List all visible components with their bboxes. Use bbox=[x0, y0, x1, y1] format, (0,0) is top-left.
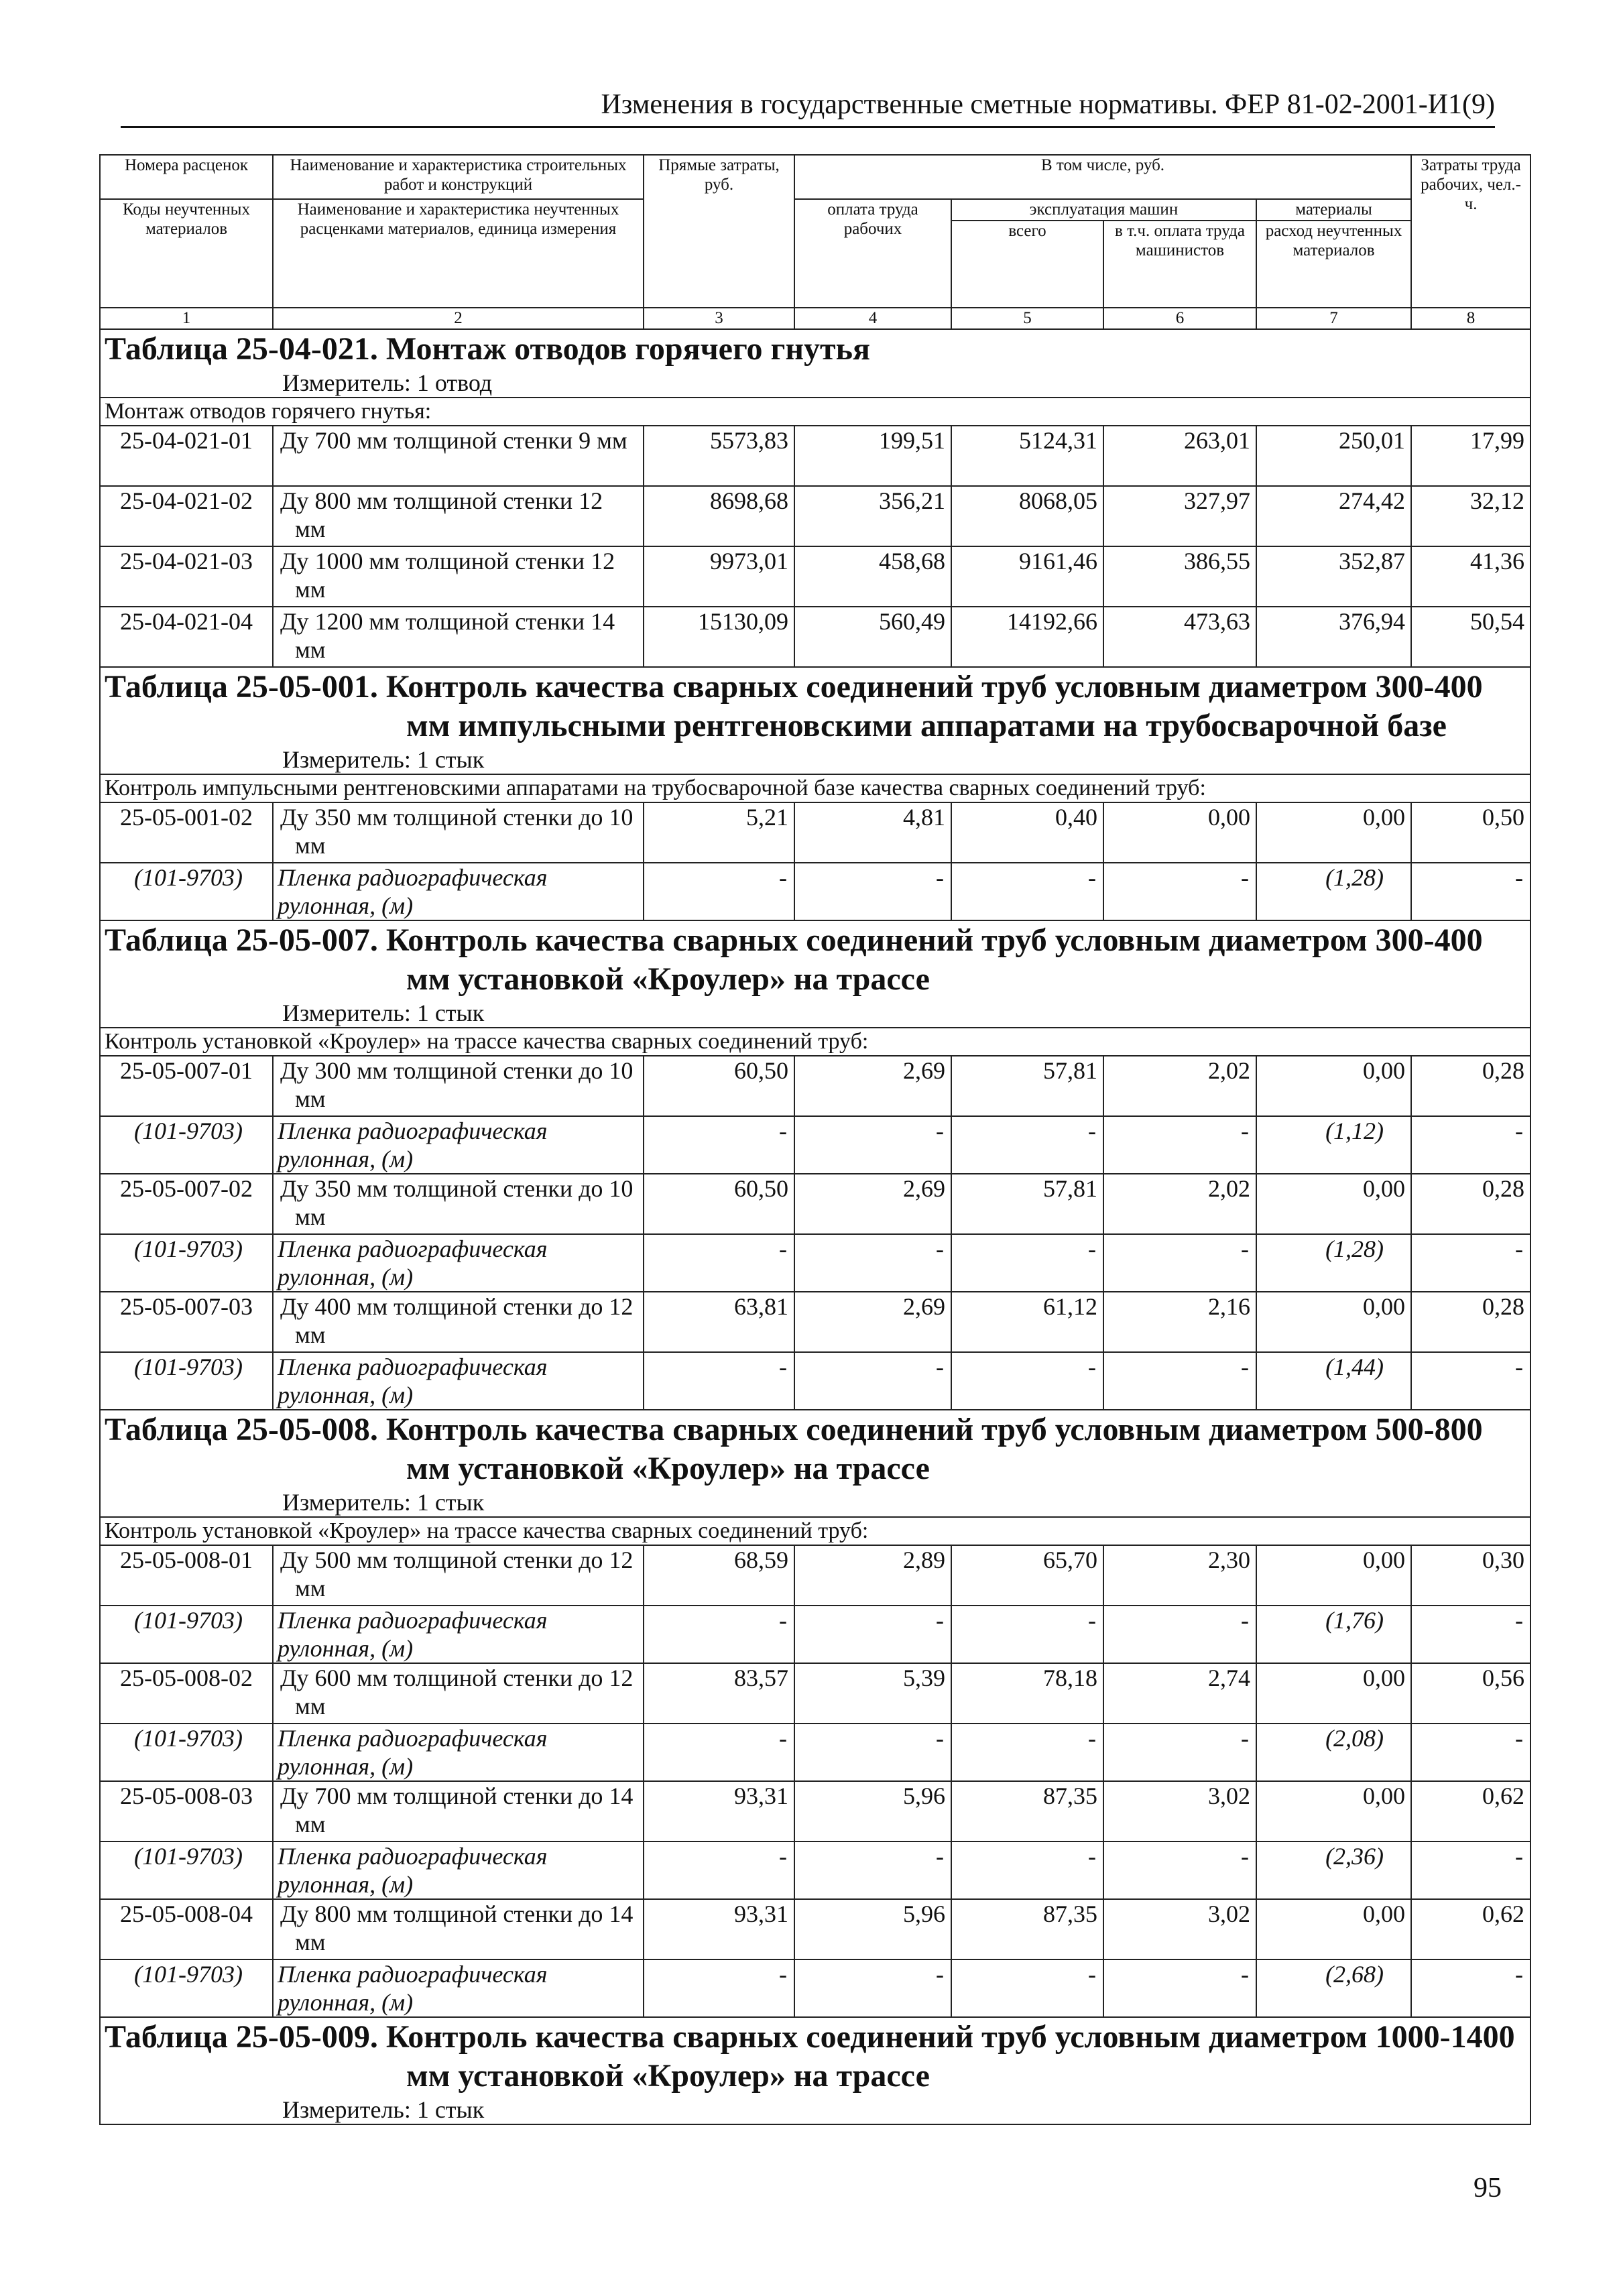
rate-code: 25-05-007-01 bbox=[100, 1056, 273, 1116]
table-row bbox=[100, 1781, 1530, 1841]
labor-hours: 41,36 bbox=[1411, 546, 1530, 607]
material-code: (101-9703) bbox=[100, 1234, 273, 1292]
section-row bbox=[100, 1517, 1530, 1545]
material-name: Пленка радиографическая рулонная, (м) bbox=[273, 1352, 644, 1410]
empty-dash: - bbox=[794, 1234, 951, 1292]
empty-dash: - bbox=[1103, 1959, 1256, 2017]
table-title-row bbox=[100, 2017, 1530, 2124]
rate-name: Ду 350 мм толщиной стенки до 10 мм bbox=[273, 1174, 644, 1234]
table-number: Таблица 25-05-007. bbox=[105, 922, 378, 958]
direct-cost: 93,31 bbox=[644, 1899, 794, 1959]
direct-cost: 60,50 bbox=[644, 1056, 794, 1116]
empty-dash: - bbox=[794, 1606, 951, 1663]
machine-cost: 57,81 bbox=[951, 1174, 1103, 1234]
material-row bbox=[100, 1724, 1530, 1781]
material-cost: 0,00 bbox=[1256, 1056, 1411, 1116]
table-row bbox=[100, 802, 1530, 863]
worker-wage: 2,69 bbox=[794, 1056, 951, 1116]
rate-code: 25-05-007-03 bbox=[100, 1292, 273, 1352]
labor-hours: 0,28 bbox=[1411, 1292, 1530, 1352]
worker-wage: 5,96 bbox=[794, 1781, 951, 1841]
table-meter: Измеритель: 1 стык bbox=[282, 746, 485, 773]
rate-name: Ду 800 мм толщиной стенки 12 мм bbox=[273, 486, 644, 546]
material-name: Пленка радиографическая рулонная, (м) bbox=[273, 1116, 644, 1174]
material-cost: 0,00 bbox=[1256, 1292, 1411, 1352]
empty-dash: - bbox=[1411, 1841, 1530, 1899]
material-cost: 352,87 bbox=[1256, 546, 1411, 607]
material-quantity: (2,36) bbox=[1256, 1841, 1411, 1899]
column-number: 2 bbox=[273, 308, 644, 329]
header-row bbox=[100, 155, 1530, 199]
material-row bbox=[100, 1352, 1530, 1410]
material-row bbox=[100, 1116, 1530, 1174]
direct-cost: 68,59 bbox=[644, 1545, 794, 1606]
material-code: (101-9703) bbox=[100, 1116, 273, 1174]
table-row bbox=[100, 1663, 1530, 1724]
rate-code: 25-05-008-01 bbox=[100, 1545, 273, 1606]
table-number: Таблица 25-04-021. bbox=[105, 331, 378, 367]
material-cost: 0,00 bbox=[1256, 1174, 1411, 1234]
labor-hours: 0,50 bbox=[1411, 802, 1530, 863]
direct-cost: 15130,09 bbox=[644, 607, 794, 667]
col2-top-header: Наименование и характеристика строительных работ и конструкций bbox=[273, 155, 644, 199]
table-row bbox=[100, 1899, 1530, 1959]
empty-dash: - bbox=[794, 1116, 951, 1174]
section-row bbox=[100, 1028, 1530, 1056]
column-number: 4 bbox=[794, 308, 951, 329]
worker-wage: 2,89 bbox=[794, 1545, 951, 1606]
table-row bbox=[100, 486, 1530, 546]
table-row bbox=[100, 426, 1530, 486]
worker-wage: 2,69 bbox=[794, 1292, 951, 1352]
empty-dash: - bbox=[644, 1724, 794, 1781]
labor-hours: 0,62 bbox=[1411, 1899, 1530, 1959]
worker-wage: 458,68 bbox=[794, 546, 951, 607]
material-row bbox=[100, 1841, 1530, 1899]
table-title-cell bbox=[100, 667, 1530, 774]
column-number: 1 bbox=[100, 308, 273, 329]
empty-dash: - bbox=[1411, 1606, 1530, 1663]
rate-code: 25-05-001-02 bbox=[100, 802, 273, 863]
direct-cost: 8698,68 bbox=[644, 486, 794, 546]
table-meter: Измеритель: 1 стык bbox=[282, 1489, 485, 1516]
rate-code: 25-05-007-02 bbox=[100, 1174, 273, 1234]
material-cost: 274,42 bbox=[1256, 486, 1411, 546]
material-code: (101-9703) bbox=[100, 1606, 273, 1663]
labor-hours: 0,56 bbox=[1411, 1663, 1530, 1724]
rate-code: 25-05-008-03 bbox=[100, 1781, 273, 1841]
norms-table bbox=[99, 154, 1531, 2125]
col1-top-header: Номера расценок bbox=[100, 155, 273, 199]
empty-dash: - bbox=[1103, 1724, 1256, 1781]
section-row bbox=[100, 774, 1530, 802]
material-quantity: (1,12) bbox=[1256, 1116, 1411, 1174]
column-number-row bbox=[100, 308, 1530, 329]
table-name: Контроль качества сварных соединений труб условным диаметром 300-400 мм установкой «Кроулер» на трассе bbox=[385, 922, 1483, 997]
material-code: (101-9703) bbox=[100, 1959, 273, 2017]
rate-code: 25-04-021-02 bbox=[100, 486, 273, 546]
empty-dash: - bbox=[1411, 1959, 1530, 2017]
rate-name: Ду 400 мм толщиной стенки до 12 мм bbox=[273, 1292, 644, 1352]
header-row bbox=[100, 199, 1530, 221]
empty-dash: - bbox=[794, 1841, 951, 1899]
material-quantity: (1,28) bbox=[1256, 863, 1411, 920]
worker-wage: 199,51 bbox=[794, 426, 951, 486]
col8-header: Затраты труда рабочих, чел.-ч. bbox=[1411, 155, 1530, 308]
table-title-cell bbox=[100, 2017, 1530, 2124]
column-number: 3 bbox=[644, 308, 794, 329]
material-name: Пленка радиографическая рулонная, (м) bbox=[273, 1606, 644, 1663]
material-code: (101-9703) bbox=[100, 863, 273, 920]
column-number: 7 bbox=[1256, 308, 1411, 329]
table-number: Таблица 25-05-009. bbox=[105, 2019, 378, 2055]
running-header: Изменения в государственные сметные нормативы. ФЕР 81-02-2001-И1(9) bbox=[121, 87, 1495, 128]
empty-dash: - bbox=[1411, 863, 1530, 920]
material-code: (101-9703) bbox=[100, 1724, 273, 1781]
material-cost: 0,00 bbox=[1256, 802, 1411, 863]
rate-code: 25-05-008-04 bbox=[100, 1899, 273, 1959]
table-number: Таблица 25-05-001. bbox=[105, 669, 378, 705]
direct-cost: 60,50 bbox=[644, 1174, 794, 1234]
section-row bbox=[100, 398, 1530, 426]
empty-dash: - bbox=[644, 1116, 794, 1174]
material-name: Пленка радиографическая рулонная, (м) bbox=[273, 863, 644, 920]
direct-cost: 63,81 bbox=[644, 1292, 794, 1352]
column-number: 8 bbox=[1411, 308, 1530, 329]
worker-wage: 5,39 bbox=[794, 1663, 951, 1724]
material-quantity: (2,08) bbox=[1256, 1724, 1411, 1781]
empty-dash: - bbox=[1411, 1352, 1530, 1410]
empty-dash: - bbox=[1103, 1116, 1256, 1174]
machine-cost: 65,70 bbox=[951, 1545, 1103, 1606]
rate-name: Ду 700 мм толщиной стенки до 14 мм bbox=[273, 1781, 644, 1841]
material-row bbox=[100, 1234, 1530, 1292]
rate-name: Ду 500 мм толщиной стенки до 12 мм bbox=[273, 1545, 644, 1606]
direct-cost: 5,21 bbox=[644, 802, 794, 863]
table-title-cell bbox=[100, 920, 1530, 1028]
machinist-wage: 473,63 bbox=[1103, 607, 1256, 667]
material-name: Пленка радиографическая рулонная, (м) bbox=[273, 1724, 644, 1781]
table-row bbox=[100, 607, 1530, 667]
material-code: (101-9703) bbox=[100, 1352, 273, 1410]
table-title-cell bbox=[100, 329, 1530, 398]
rate-name: Ду 1200 мм толщиной стенки 14 мм bbox=[273, 607, 644, 667]
machinist-wage: 3,02 bbox=[1103, 1899, 1256, 1959]
worker-wage: 2,69 bbox=[794, 1174, 951, 1234]
table-title bbox=[105, 668, 1526, 745]
empty-dash: - bbox=[794, 1959, 951, 2017]
empty-dash: - bbox=[644, 1352, 794, 1410]
rate-name: Ду 350 мм толщиной стенки до 10 мм bbox=[273, 802, 644, 863]
worker-wage: 560,49 bbox=[794, 607, 951, 667]
table-title-row bbox=[100, 667, 1530, 774]
rate-name: Ду 700 мм толщиной стенки 9 мм bbox=[273, 426, 644, 486]
table-title bbox=[105, 921, 1526, 999]
col3-header: Прямые затраты, руб. bbox=[644, 155, 794, 308]
section-label: Контроль установкой «Кроулер» на трассе качества сварных соединений труб: bbox=[100, 1517, 1530, 1545]
table-row bbox=[100, 1056, 1530, 1116]
labor-hours: 0,28 bbox=[1411, 1056, 1530, 1116]
col1-bottom-header: Коды неучтенных материалов bbox=[100, 199, 273, 308]
empty-dash: - bbox=[951, 1841, 1103, 1899]
rate-name: Ду 800 мм толщиной стенки до 14 мм bbox=[273, 1899, 644, 1959]
table-name: Контроль качества сварных соединений труб условным диаметром 500-800 мм установкой «Кроулер» на трассе bbox=[385, 1412, 1483, 1486]
direct-cost: 83,57 bbox=[644, 1663, 794, 1724]
table-number: Таблица 25-05-008. bbox=[105, 1412, 378, 1447]
machine-cost: 78,18 bbox=[951, 1663, 1103, 1724]
table-title bbox=[105, 2018, 1526, 2096]
machine-cost: 5124,31 bbox=[951, 426, 1103, 486]
column-number: 6 bbox=[1103, 308, 1256, 329]
rate-code: 25-05-008-02 bbox=[100, 1663, 273, 1724]
material-code: (101-9703) bbox=[100, 1841, 273, 1899]
machine-cost: 57,81 bbox=[951, 1056, 1103, 1116]
rate-name: Ду 1000 мм толщиной стенки 12 мм bbox=[273, 546, 644, 607]
machinist-wage: 2,16 bbox=[1103, 1292, 1256, 1352]
table-title bbox=[105, 1410, 1526, 1488]
machinist-wage: 3,02 bbox=[1103, 1781, 1256, 1841]
empty-dash: - bbox=[951, 1724, 1103, 1781]
direct-cost: 9973,01 bbox=[644, 546, 794, 607]
machinist-wage: 327,97 bbox=[1103, 486, 1256, 546]
table-title-cell bbox=[100, 1410, 1530, 1517]
labor-hours: 50,54 bbox=[1411, 607, 1530, 667]
empty-dash: - bbox=[951, 863, 1103, 920]
empty-dash: - bbox=[1411, 1116, 1530, 1174]
empty-dash: - bbox=[951, 1234, 1103, 1292]
machinist-wage: 2,74 bbox=[1103, 1663, 1256, 1724]
empty-dash: - bbox=[794, 1352, 951, 1410]
table-row bbox=[100, 1545, 1530, 1606]
table-meter: Измеритель: 1 стык bbox=[282, 2096, 485, 2123]
empty-dash: - bbox=[1103, 863, 1256, 920]
machinist-wage: 386,55 bbox=[1103, 546, 1256, 607]
empty-dash: - bbox=[951, 1959, 1103, 2017]
direct-cost: 5573,83 bbox=[644, 426, 794, 486]
material-cost: 376,94 bbox=[1256, 607, 1411, 667]
material-row bbox=[100, 1959, 1530, 2017]
material-row bbox=[100, 1606, 1530, 1663]
machine-cost: 0,40 bbox=[951, 802, 1103, 863]
machinist-wage: 0,00 bbox=[1103, 802, 1256, 863]
empty-dash: - bbox=[951, 1116, 1103, 1174]
empty-dash: - bbox=[1411, 1724, 1530, 1781]
page-number: 95 bbox=[1474, 2173, 1502, 2203]
material-row bbox=[100, 863, 1530, 920]
labor-hours: 0,62 bbox=[1411, 1781, 1530, 1841]
rate-code: 25-04-021-04 bbox=[100, 607, 273, 667]
empty-dash: - bbox=[1103, 1606, 1256, 1663]
machine-cost: 8068,05 bbox=[951, 486, 1103, 546]
machine-cost: 14192,66 bbox=[951, 607, 1103, 667]
material-quantity: (1,44) bbox=[1256, 1352, 1411, 1410]
material-name: Пленка радиографическая рулонная, (м) bbox=[273, 1959, 644, 2017]
material-quantity: (2,68) bbox=[1256, 1959, 1411, 2017]
material-cost: 0,00 bbox=[1256, 1663, 1411, 1724]
col7-header: расход неучтенных материалов bbox=[1256, 221, 1411, 308]
col2-bottom-header: Наименование и характеристика неучтенных расценками материалов, единица измерения bbox=[273, 199, 644, 308]
section-label: Монтаж отводов горячего гнутья: bbox=[100, 398, 1530, 426]
machinist-wage: 263,01 bbox=[1103, 426, 1256, 486]
machines-header: эксплуатация машин bbox=[951, 199, 1256, 221]
empty-dash: - bbox=[644, 1841, 794, 1899]
machine-cost: 61,12 bbox=[951, 1292, 1103, 1352]
col5-header: всего bbox=[951, 221, 1103, 308]
material-cost: 0,00 bbox=[1256, 1545, 1411, 1606]
worker-wage: 5,96 bbox=[794, 1899, 951, 1959]
empty-dash: - bbox=[951, 1352, 1103, 1410]
table-title bbox=[105, 330, 1526, 369]
worker-wage: 4,81 bbox=[794, 802, 951, 863]
empty-dash: - bbox=[1411, 1234, 1530, 1292]
machinist-wage: 2,02 bbox=[1103, 1174, 1256, 1234]
table-title-row bbox=[100, 920, 1530, 1028]
table-meter: Измеритель: 1 стык bbox=[282, 1000, 485, 1026]
table-name: Монтаж отводов горячего гнутья bbox=[385, 331, 870, 367]
empty-dash: - bbox=[794, 1724, 951, 1781]
empty-dash: - bbox=[644, 1606, 794, 1663]
table-row bbox=[100, 546, 1530, 607]
empty-dash: - bbox=[951, 1606, 1103, 1663]
labor-hours: 17,99 bbox=[1411, 426, 1530, 486]
col4-header: оплата труда рабочих bbox=[794, 199, 951, 308]
table-meter: Измеритель: 1 отвод bbox=[282, 369, 493, 396]
labor-hours: 32,12 bbox=[1411, 486, 1530, 546]
machine-cost: 87,35 bbox=[951, 1781, 1103, 1841]
empty-dash: - bbox=[1103, 1234, 1256, 1292]
rate-name: Ду 600 мм толщиной стенки до 12 мм bbox=[273, 1663, 644, 1724]
empty-dash: - bbox=[1103, 1841, 1256, 1899]
empty-dash: - bbox=[644, 863, 794, 920]
section-label: Контроль установкой «Кроулер» на трассе качества сварных соединений труб: bbox=[100, 1028, 1530, 1056]
material-name: Пленка радиографическая рулонная, (м) bbox=[273, 1234, 644, 1292]
direct-cost: 93,31 bbox=[644, 1781, 794, 1841]
material-quantity: (1,76) bbox=[1256, 1606, 1411, 1663]
col6-header: в т.ч. оплата труда машинистов bbox=[1103, 221, 1256, 308]
machinist-wage: 2,02 bbox=[1103, 1056, 1256, 1116]
machine-cost: 87,35 bbox=[951, 1899, 1103, 1959]
table-title-row bbox=[100, 329, 1530, 398]
machinist-wage: 2,30 bbox=[1103, 1545, 1256, 1606]
materials-header: материалы bbox=[1256, 199, 1411, 221]
material-cost: 0,00 bbox=[1256, 1781, 1411, 1841]
empty-dash: - bbox=[644, 1959, 794, 2017]
section-label: Контроль импульсными рентгеновскими аппаратами на трубосварочной базе качества сварных соединений труб: bbox=[100, 774, 1530, 802]
material-cost: 0,00 bbox=[1256, 1899, 1411, 1959]
table-row bbox=[100, 1292, 1530, 1352]
empty-dash: - bbox=[644, 1234, 794, 1292]
rate-name: Ду 300 мм толщиной стенки до 10 мм bbox=[273, 1056, 644, 1116]
table-title-row bbox=[100, 1410, 1530, 1517]
empty-dash: - bbox=[794, 863, 951, 920]
rate-code: 25-04-021-03 bbox=[100, 546, 273, 607]
labor-hours: 0,28 bbox=[1411, 1174, 1530, 1234]
table-name: Контроль качества сварных соединений труб условным диаметром 300-400 мм импульсными рентгеновскими аппаратами на трубосварочной базе bbox=[385, 669, 1483, 743]
machine-cost: 9161,46 bbox=[951, 546, 1103, 607]
worker-wage: 356,21 bbox=[794, 486, 951, 546]
table-name: Контроль качества сварных соединений труб условным диаметром 1000-1400 мм установкой «Кроулер» на трассе bbox=[385, 2019, 1515, 2094]
material-quantity: (1,28) bbox=[1256, 1234, 1411, 1292]
labor-hours: 0,30 bbox=[1411, 1545, 1530, 1606]
table-row bbox=[100, 1174, 1530, 1234]
material-name: Пленка радиографическая рулонная, (м) bbox=[273, 1841, 644, 1899]
empty-dash: - bbox=[1103, 1352, 1256, 1410]
column-number: 5 bbox=[951, 308, 1103, 329]
rate-code: 25-04-021-01 bbox=[100, 426, 273, 486]
incl-header: В том числе, руб. bbox=[794, 155, 1411, 199]
material-cost: 250,01 bbox=[1256, 426, 1411, 486]
